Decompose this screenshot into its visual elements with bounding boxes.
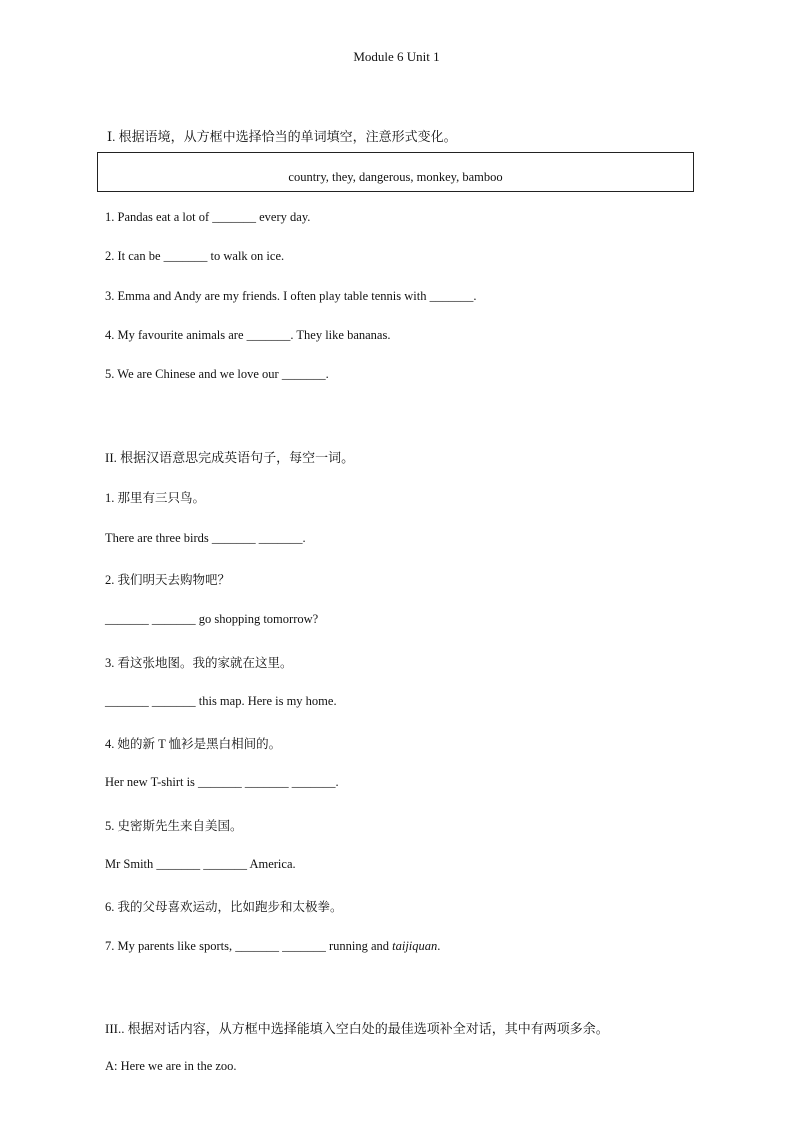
question-2-4-english: Her new T-shirt is _______ _______ _______. (105, 775, 339, 789)
question-2-7-suffix: . (437, 939, 441, 953)
question-2-3-english: _______ _______ this map. Here is my home. (105, 694, 337, 708)
question-1-5: 5. We are Chinese and we love our _______. (105, 367, 329, 381)
question-2-1-english: There are three birds _______ _______. (105, 531, 306, 545)
word-box (97, 152, 694, 192)
question-2-6-chinese: 6. 我的父母喜欢运动，比如跑步和太极拳。 (105, 900, 343, 914)
section-3-heading: III.. 根据对话内容，从方框中选择能填入空白处的最佳选项补全对话，其中有两项多余。 (105, 1021, 609, 1036)
question-1-4: 4. My favourite animals are _______. They like bananas. (105, 328, 391, 342)
question-2-5-english: Mr Smith _______ _______ America. (105, 857, 296, 871)
question-2-4-chinese: 4. 她的新 T 恤衫是黑白相间的。 (105, 737, 282, 751)
question-2-3-chinese: 3. 看这张地图。我的家就在这里。 (105, 656, 293, 670)
question-1-3: 3. Emma and Andy are my friends. I often play table tennis with _______. (105, 289, 477, 303)
question-2-7-english (105, 939, 440, 954)
question-2-1-chinese: 1. 那里有三只鸟。 (105, 491, 206, 505)
question-1-1: 1. Pandas eat a lot of _______ every day. (105, 210, 311, 224)
question-2-7-text: 7. My parents like sports, _______ _______ running and (105, 939, 393, 953)
question-2-2-chinese: 2. 我们明天去购物吧？ (105, 573, 231, 587)
question-2-7-italic-word: taijiquan (392, 939, 438, 953)
question-2-2-english: _______ _______ go shopping tomorrow? (105, 612, 319, 626)
question-1-2: 2. It can be _______ to walk on ice. (105, 249, 285, 263)
question-2-5-chinese: 5. 史密斯先生来自美国。 (105, 819, 243, 833)
page-title: Module 6 Unit 1 (353, 49, 440, 64)
section-1-heading: Ⅰ. 根据语境，从方框中选择恰当的单词填空，注意形式变化。 (107, 129, 457, 144)
section-2-heading: II. 根据汉语意思完成英语句子，每空一词。 (105, 450, 355, 465)
dialogue-line-1: A: Here we are in the zoo. (105, 1059, 237, 1073)
word-box-text: country, they, dangerous, monkey, bamboo (288, 170, 503, 184)
